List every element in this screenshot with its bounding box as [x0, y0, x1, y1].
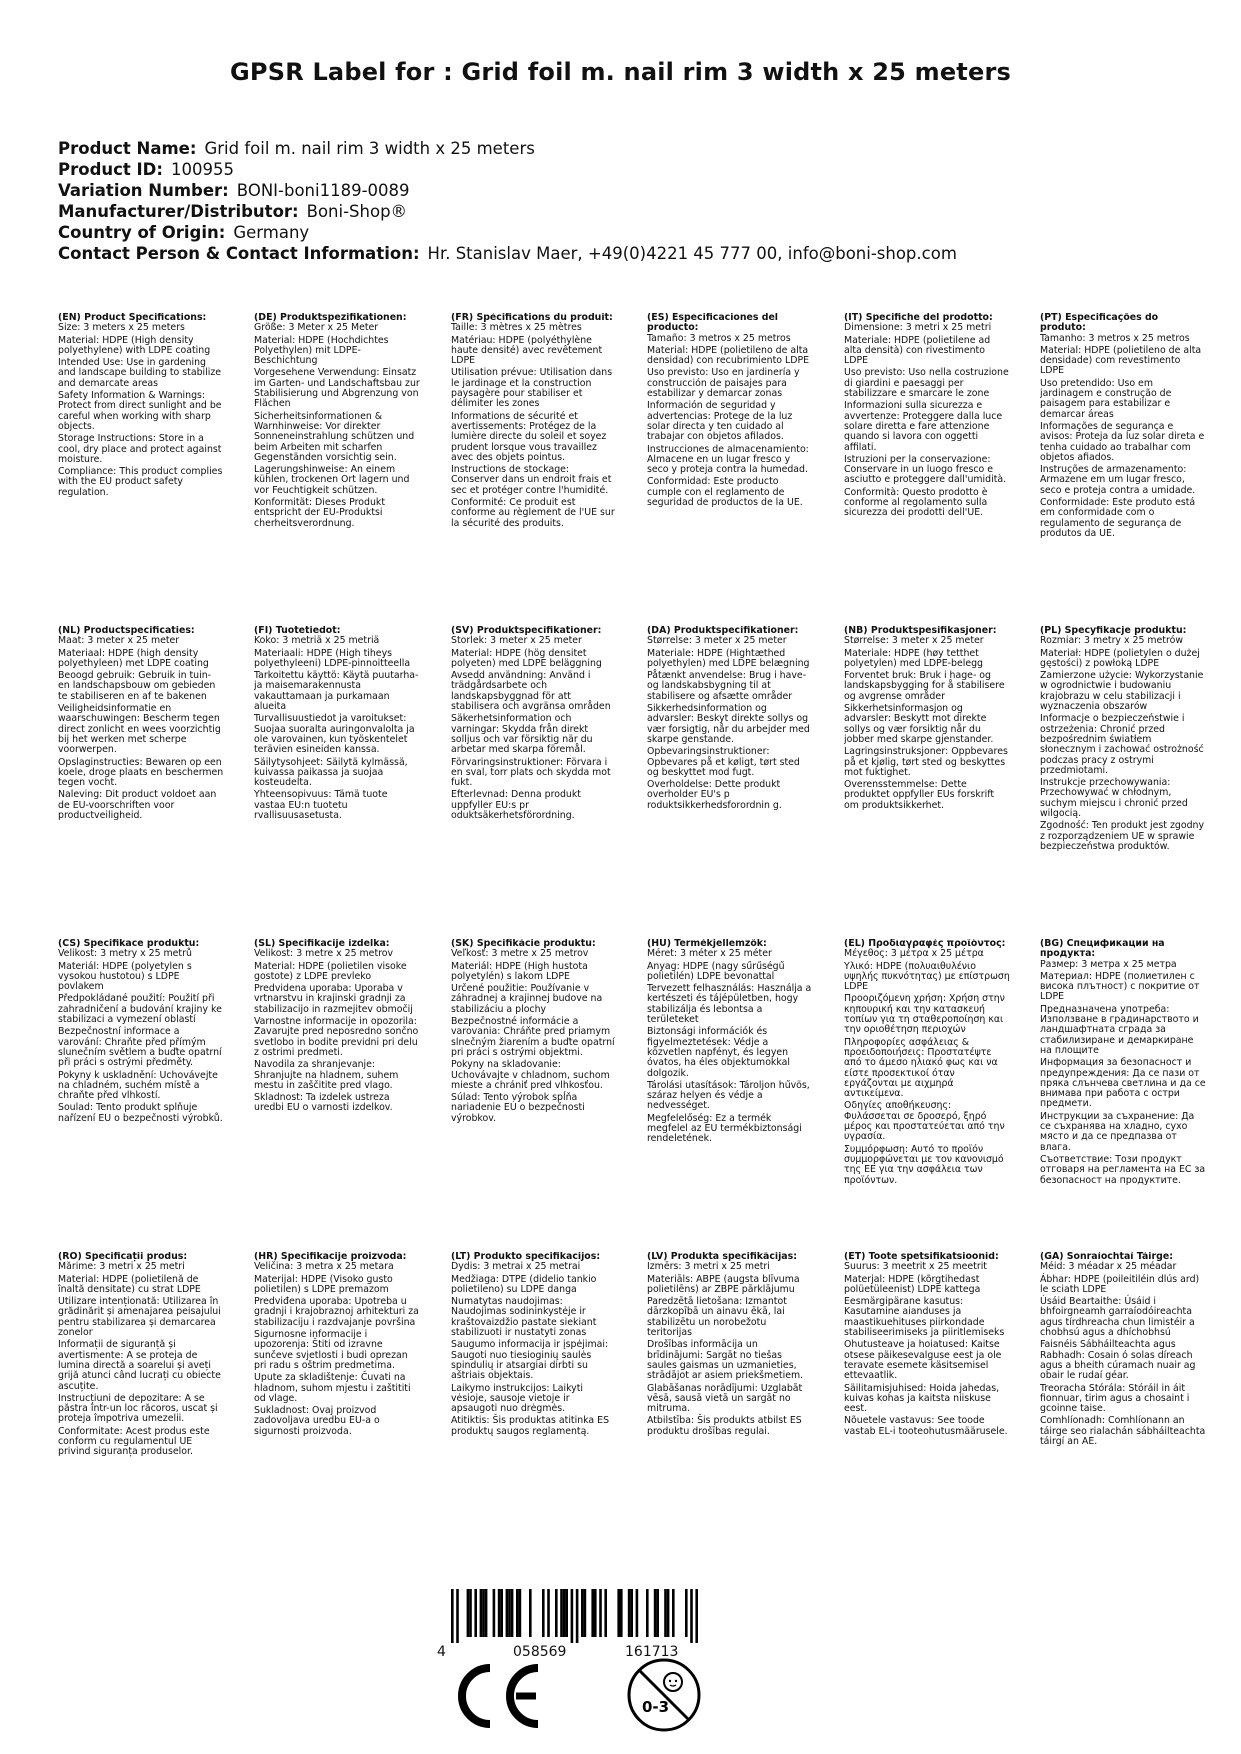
spec-line: Säilytysohjeet: Säilytä kylmässä, kuivassa paikassa ja suojaa kosteudelta.: [254, 756, 408, 789]
spec-line: Avsedd användning: Använd i trädgårdsarbete och landskapsbyggnad för att stabilisera och avgränsa områden: [451, 670, 611, 713]
spec-band: [58, 939, 1206, 1239]
spec-line: Sicherheitsinformationen & Warnhinweise: Vor direkter Sonneneinstrahlung schützen und beim Arbeiten mit scharfen Gegenständen vorsichtig sein.: [254, 410, 415, 463]
info-value: Hr. Stanislav Maer, +49(0)4221 45 777 00, info@boni-shop.com: [427, 244, 957, 263]
barcode-left-group: 058569: [513, 1644, 567, 1660]
spec-line: Pokyny na skladovanie: Uchovávajte v chladnom, suchom mieste a chrániť pred vlhkosťou.: [451, 1059, 610, 1091]
page-title: GPSR Label for : Grid foil m. nail rim 3 width x 25 meters: [230, 58, 1011, 86]
barcode-bar: [672, 1589, 675, 1637]
spec-heading: (HU) Termékjellemzők:: [647, 939, 767, 949]
spec-line: Størrelse: 3 meter x 25 meter: [844, 635, 984, 647]
spec-heading: (FR) Spécifications du produit:: [451, 313, 613, 323]
spec-line: Compliance: This product complies with the EU product safety regulation.: [58, 466, 223, 498]
spec-line: Paredzētā lietošana: Izmantot dārzkopībā un ainavu ēkā, lai stabilizētu un norobežotu teritorijas: [647, 1296, 787, 1339]
barcode-right-group: 161713: [625, 1644, 679, 1660]
spec-heading: (LV) Produkta specifikācijas:: [647, 1252, 797, 1262]
spec-line: Saugumo informacija ir įspėjimai: Saugoti nuo tiesioginių saulės spindulių ir atsargiai dirbti su aštriais objektais.: [451, 1339, 609, 1382]
spec-line: Μέγεθος: 3 μέτρα x 25 μέτρα: [844, 948, 984, 960]
spec-line: Materjal: HDPE (kõrgtihedast polüetüleenist) LDPE kattega: [844, 1273, 981, 1295]
spec-line: Informations de sécurité et avertissements: Protégez de la lumière directe du soleil et soyez prudent lorsque vous travaillez avec des objets pointus.: [451, 410, 607, 463]
spec-line: Turvallisuustiedot ja varoitukset: Suojaa suoralta auringonvalolta ja ole varovainen, kun työskentelet terävien esineiden kanssa.: [254, 713, 415, 756]
spec-line: Overholdelse: Dette produkt overholder EU's p roduktsikkerhedsforordnin g.: [647, 779, 782, 811]
spec-line: Υλικό: HDPE (πολυαιθυλένιο υψηλής πυκνότητας) με επίστρωση LDPE: [844, 960, 1010, 993]
spec-line: Uso pretendido: Uso em jardinagem e construção de paisagem para estabilizar e demarcar áreas: [1040, 377, 1172, 420]
barcode-bar: [547, 1589, 550, 1637]
spec-line: Materiál: HDPE (polyetylen s vysokou hustotou) s LDPE povlakem: [58, 960, 192, 993]
spec-line: Veličina: 3 metra x 25 metara: [254, 1261, 394, 1273]
spec-line: Materiál: HDPE (High hustota polyetylén) s lakom LDPE: [451, 960, 588, 982]
spec-line: Materiale: HDPE (høy tetthet polyetylen) med LDPE-belegg: [844, 647, 984, 669]
spec-line: Bezpečnostní informace a varování: Chraňte před přímým slunečním světlem a buďte opatrní při práci s ostrými předměty.: [58, 1026, 222, 1069]
spec-block: [254, 939, 420, 1239]
spec-line: Velikost: 3 metre x 25 metrov: [254, 948, 394, 960]
spec-line: Säilitamisjuhised: Hoida jahedas, kuivas kohas ja kaitsta niiskuse eest.: [844, 1382, 1000, 1415]
barcode-bars: [435, 1589, 735, 1643]
spec-block: [1040, 313, 1206, 613]
spec-line: Drošības informācija un brīdinājumi: Sargāt no tiešas saules gaismas un uzmanieties, strādājot ar asiem priekšmetiem.: [647, 1339, 804, 1382]
spec-line: Съответствие: Този продукт отговаря на регламента на ЕС за безопасност на продуктите.: [1040, 1153, 1206, 1186]
spec-line: Storlek: 3 meter x 25 meter: [451, 635, 582, 647]
spec-block: [58, 626, 224, 926]
barcode-bar: [456, 1589, 459, 1643]
spec-line: Materijal: HDPE (Visoko gusto polietilen) s LDPE premazom: [254, 1273, 393, 1295]
spec-heading: (PL) Specyfikacje produktu:: [1040, 626, 1187, 636]
spec-line: Istruzioni per la conservazione: Conservare in un luogo fresco e asciutto e proteggere dall'umidità.: [844, 453, 1007, 486]
barcode-bar: [656, 1589, 659, 1637]
spec-block: [58, 939, 224, 1239]
product-info: [58, 138, 1188, 264]
spec-line: Upute za skladištenje: Čuvati na hladnom, suhom mjestu i zaštititi od vlage.: [254, 1372, 411, 1404]
spec-line: Numatytas naudojimas: Naudojimas sodininkystėje ir kraštovaizdžio pastate siekiant stabilizuoti ir nustatyti zonas: [451, 1296, 597, 1339]
spec-line: Tervezett felhasználás: Használja a kertészeti és tájépületben, hogy stabilizálja és lebontsa a területeket: [647, 983, 812, 1026]
spec-line: Инструкции за съхранение: Да се съхранява на хладно, сухо място и да се предпазва от влага.: [1040, 1110, 1195, 1153]
spec-line: Navodila za shranjevanje: Shranjujte na hladnem, suhem mestu in zaščitite pred vlago.: [254, 1059, 399, 1091]
spec-band: [58, 313, 1205, 613]
spec-line: Sukladnost: Ovaj proizvod zadovoljava uredbu EU-a o sigurnosti proizvoda.: [254, 1405, 380, 1437]
info-label: Variation Number:: [58, 181, 229, 200]
info-value: Grid foil m. nail rim 3 width x 25 meters: [204, 139, 535, 158]
spec-line: Material: HDPE (polietilenă de înaltă densitate) cu strat LDPE: [58, 1273, 201, 1295]
info-value: 100955: [170, 160, 234, 179]
spec-line: Biztonsági információk és figyelmeztetések: Védje a közvetlen napfényt, és legyen óvatos, ha éles objektumokkal dolgozik.: [647, 1026, 790, 1079]
barcode-bar: [469, 1589, 472, 1637]
spec-line: Comhlíonadh: Comhlíonann an táirge seo rialachán sábháilteachta táirgí an AE.: [1040, 1415, 1206, 1448]
barcode-bar: [560, 1589, 563, 1637]
barcode-bar: [474, 1589, 477, 1637]
spec-heading: (SK) Špecifikácie produktu:: [451, 939, 596, 949]
barcode-bar: [480, 1589, 483, 1637]
barcode-bar: [664, 1589, 667, 1637]
spec-line: Οδηγίες αποθήκευσης: Φυλάσσεται σε δροσερό, ξηρό μέρος και προστατεύεται από την υγρασία.: [844, 1100, 1005, 1143]
spec-block: [647, 313, 813, 613]
info-label: Manufacturer/Distributor:: [58, 202, 299, 221]
spec-block: [844, 626, 1010, 926]
spec-line: Material: HDPE (polietileno de alta densidade) com revestimento LDPE: [1040, 344, 1202, 377]
barcode-bar: [493, 1589, 496, 1637]
spec-block: [58, 313, 224, 613]
barcode-bar: [451, 1589, 454, 1643]
spec-line: Uso previsto: Uso en jardinería y construcción de paisajes para estabilizar y demarcar zonas: [647, 367, 800, 400]
info-label: Product ID:: [58, 160, 163, 179]
barcode-bar: [542, 1589, 545, 1637]
barcode-bar: [511, 1589, 514, 1637]
spec-heading: (DE) Produktspezifikationen:: [254, 313, 407, 323]
barcode-bar: [690, 1589, 693, 1643]
barcode-bar: [594, 1589, 597, 1637]
spec-line: Taille: 3 mètres x 25 mètres: [451, 322, 582, 334]
spec-heading: (ET) Toote spetsifikatsioonid:: [844, 1252, 999, 1262]
spec-heading: (NB) Produktspesifikasjoner:: [844, 626, 997, 636]
spec-line: Materiāls: ABPE (augsta blīvuma polietilēns) ar ZBPE pārklājumu: [647, 1273, 800, 1295]
spec-line: Instrucciones de almacenamiento: Almacene en un lugar fresco y seco y proteja contra la humedad.: [647, 443, 809, 476]
barcode-bar: [581, 1589, 584, 1637]
spec-line: Zgodność: Ten produkt jest zgodny z rozporządzeniem UE w sprawie bezpieczeństwa produktów.: [1040, 820, 1205, 852]
barcode-bar: [620, 1589, 623, 1637]
spec-line: Maat: 3 meter x 25 meter: [58, 635, 180, 647]
spec-line: Información de seguridad y advertencias: Protege de la luz solar directa y ten cuidado al trabajar con objetos afilados.: [647, 400, 793, 443]
spec-line: Materiaal: HDPE (high density polyethyleen) met LDPE coating: [58, 647, 209, 669]
spec-line: Size: 3 meters x 25 meters: [58, 322, 185, 334]
spec-line: Sigurnosne informacije i upozorenja: Štiti od izravne sunčeve svjetlosti i budi oprezan pri radu s oštrim predmetima.: [254, 1329, 408, 1371]
barcode-bar: [576, 1589, 579, 1643]
spec-line: Lagringsinstruksjoner: Oppbevares på et kjølig, tørt sted og beskyttes mot fuktighet.: [844, 746, 1008, 778]
spec-line: Méret: 3 méter x 25 méter: [647, 948, 772, 960]
spec-line: Material: HDPE (Hochdichtes Polyethylen) mit LDPE-Beschichtung: [254, 334, 389, 367]
spec-line: Conformité: Ce produit est conforme au règlement de l'UE sur la sécurité des produits.: [451, 497, 615, 529]
barcode-bar: [482, 1589, 485, 1637]
spec-heading: (BG) Спецификации на продукта:: [1040, 939, 1165, 960]
ce-mark-icon: [452, 1662, 544, 1730]
spec-line: Efterlevnad: Denna produkt uppfyller EU:s pr oduktsäkerhetsförordning.: [451, 789, 581, 822]
spec-line: Informații de siguranță și avertismente: A se proteja de lumina directă a soarelui și aveți grijă atunci când lucrați cu obiecte ascuțite.: [58, 1339, 221, 1392]
spec-block: [1040, 626, 1206, 926]
spec-line: Opslaginstructies: Bewaren op een koele, droge plaats en beschermen tegen vocht.: [58, 756, 224, 789]
spec-line: Rozmiar: 3 metry x 25 metrów: [1040, 635, 1184, 647]
spec-line: Materiał: HDPE (polietylen o dużej gęstości) z powłoką LDPE: [1040, 647, 1200, 669]
spec-heading: (GA) Sonraíochtaí Táirge:: [1040, 1252, 1173, 1262]
spec-line: Instruções de armazenamento: Armazene em um lugar fresco, seco e proteja contra a umidade.: [1040, 464, 1196, 496]
info-label: Country of Origin:: [58, 223, 226, 242]
spec-line: Material: HDPE (High density polyethylene) with LDPE coating: [58, 334, 211, 356]
spec-line: Material: HDPE (hög densitet polyeten) med LDPE beläggning: [451, 647, 602, 669]
spec-line: Méid: 3 méadar x 25 méadar: [1040, 1261, 1177, 1273]
spec-line: Conformidad: Este producto cumple con el reglamento de seguridad de productos de la UE.: [647, 476, 803, 509]
spec-line: Treoracha Stórála: Stóráil in áit fionnuar, tirim agus a chosaint i gcoinne taise.: [1040, 1382, 1190, 1415]
spec-line: Predvidena uporaba: Uporaba v vrtnarstvu in krajinski gradnji za stabilizacijo in razmejitev območij: [254, 983, 413, 1015]
spec-line: Soulad: Tento produkt splňuje nařízení EU o bezpečnosti výrobků.: [58, 1102, 223, 1124]
barcode-bar: [695, 1589, 698, 1643]
spec-line: Forventet bruk: Bruk i hage- og landskapsbygging for å stabilisere og avgrense områder: [844, 670, 1005, 702]
barcode-bar: [519, 1589, 522, 1637]
spec-heading: (FI) Tuotetiedot:: [254, 626, 341, 636]
spec-block: [844, 939, 1010, 1239]
spec-block: [647, 1252, 813, 1552]
spec-line: Προοριζόμενη χρήση: Χρήση στην κηπουρική και την κατασκευή τοπίων για τη σταθεροποίηση και την οριοθέτηση περιοχών: [844, 993, 1005, 1036]
spec-block: [1040, 939, 1206, 1239]
spec-line: Bezpečnostné informácie a varovania: Chráňte pred priamym slnečným žiarením a buďte opatrní pri práci s ostrými objektmi.: [451, 1016, 615, 1058]
spec-line: Πληροφορίες ασφάλειας & προειδοποιήσεις: Προστατέψτε από το άμεσο ηλιακό φως και να είστε προσεκτικοί όταν εργάζονται με αιχμηρά αντικείμενα.: [844, 1036, 998, 1100]
spec-line: Naleving: Dit product voldoet aan de EU-voorschriften voor productveiligheid.: [58, 789, 217, 822]
info-row: [58, 222, 1188, 243]
spec-line: Material: HDPE (polietilen visoke gostote) z LDPE prevleko: [254, 960, 407, 982]
spec-block: [844, 313, 1010, 613]
spec-line: Conformidade: Este produto está em conformidade com o regulamento de segurança de produtos da UE.: [1040, 497, 1196, 539]
spec-line: Overensstemmelse: Dette produktet oppfyller EUs forskrift om produktsikkerhet.: [844, 779, 995, 811]
spec-line: Instrukcje przechowywania: Przechowywać w chłodnym, suchym miejscu i chronić przed wilgocią.: [1040, 777, 1188, 820]
barcode-bar: [565, 1589, 568, 1637]
spec-line: Súlad: Tento výrobok spĺňa nariadenie EÚ o bezpečnosti výrobkov.: [451, 1092, 585, 1124]
spec-line: Dimensione: 3 metri x 25 metri: [844, 322, 992, 334]
spec-line: Lagerungshinweise: An einem kühlen, trockenen Ort lagern und vor Feuchtigkeit schützen.: [254, 464, 410, 496]
spec-line: Úsáid Beartaithe: Úsáid i bhfoirgneamh garraíodóireachta agus tírdhreacha chun limistéir a chobhsú agus a dhíchobhsú: [1040, 1296, 1195, 1339]
spec-line: Tamanho: 3 metros x 25 metros: [1040, 332, 1190, 344]
spec-band: [58, 626, 1205, 926]
spec-heading: (DA) Produktspecifikationer:: [647, 626, 799, 636]
barcode-bar: [563, 1589, 566, 1637]
spec-line: Mărime: 3 metri x 25 metri: [58, 1261, 185, 1273]
spec-block: [844, 1252, 1010, 1552]
spec-block: [1040, 1252, 1206, 1552]
spec-block: [451, 626, 617, 926]
spec-line: Faisnéis Sábháilteachta agus Rabhadh: Cosain ó solas díreach agus a bheith cúramach nuair ag obair le rudaí géar.: [1040, 1339, 1196, 1382]
spec-line: Συμμόρφωση: Αυτό το προϊόν συμμορφώνεται με τον κανονισμό της ΕΕ για την ασφάλεια των προϊόντων.: [844, 1143, 1004, 1186]
info-label: Product Name:: [58, 139, 197, 158]
barcode-bar: [667, 1589, 670, 1637]
spec-block: [254, 313, 420, 613]
info-row: [58, 138, 1188, 159]
spec-line: Förvaringsinstruktioner: Förvara i en sval, torr plats och skydda mot fukt.: [451, 756, 611, 789]
info-value: BONI-boni1189-0089: [236, 181, 410, 200]
spec-line: Størrelse: 3 meter x 25 meter: [647, 635, 787, 647]
spec-line: Predviđena uporaba: Upotreba u gradnji i krajobraznoj arhitekturi za stabilizaciju i razdvajanje površina: [254, 1296, 419, 1328]
spec-line: Informações de segurança e avisos: Proteja da luz solar direta e tenha cuidado ao trabalhar com objetos afiados.: [1040, 420, 1205, 463]
barcode-bar: [508, 1589, 511, 1637]
spec-block: [451, 313, 617, 613]
spec-line: Pokyny k uskladnění: Uchovávejte na chladném, suchém místě a chraňte před vlhkostí.: [58, 1069, 218, 1102]
barcode-bar: [604, 1589, 607, 1637]
spec-heading: (PT) Especificações do produto:: [1040, 313, 1159, 334]
spec-block: [254, 626, 420, 926]
spec-line: Dydis: 3 metrai x 25 metrai: [451, 1261, 581, 1273]
barcode-bar: [654, 1589, 657, 1637]
barcode-bar: [516, 1589, 519, 1637]
spec-heading: (SV) Produktspecifikationer:: [451, 626, 602, 636]
spec-line: Conformità: Questo prodotto è conforme al regolamento sulla sicurezza dei prodotti dell'UE.: [844, 486, 988, 519]
spec-line: Größe: 3 Meter x 25 Meter: [254, 322, 379, 334]
spec-block: [254, 1252, 420, 1552]
spec-heading: (EL) Προδιαγραφές προϊόντος:: [844, 939, 1006, 949]
spec-line: Материал: HDPE (полиетилен с висока плътност) с покритие от LDPE: [1040, 970, 1200, 1003]
spec-line: Skladnost: Ta izdelek ustreza uredbi EU o varnosti izdelkov.: [254, 1092, 393, 1114]
barcode-bar: [555, 1589, 558, 1637]
info-row: [58, 180, 1188, 201]
spec-line: Materiaali: HDPE (High tiheys polyethyleeni) LDPE-pinnoitteella: [254, 647, 411, 669]
barcode-bar: [571, 1589, 574, 1643]
barcode-bar: [591, 1589, 594, 1637]
spec-line: Safety Information & Warnings: Protect from direct sunlight and be careful when working with sharp objects.: [58, 390, 222, 432]
spec-line: Tárolási utasítások: Tároljon hűvös, száraz helyen és védje a nedvességet.: [647, 1079, 810, 1112]
spec-line: Ábhar: HDPE (poileitiléin dlús ard) le sciath LDPE: [1040, 1273, 1200, 1295]
spec-line: Instrucțiuni de depozitare: A se păstra într-un loc răcoros, uscat și proteja împotriva umezelii.: [58, 1392, 218, 1425]
spec-heading: (IT) Specifiche del prodotto:: [844, 313, 993, 323]
spec-line: Matériau: HDPE (polyéthylène haute densité) avec revêtement LDPE: [451, 334, 603, 367]
spec-heading: (ES) Especificaciones del producto:: [647, 313, 779, 334]
spec-line: Určené použitie: Používanie v záhradnej a krajinnej budove na stabilizáciu a plochy: [451, 983, 603, 1015]
spec-line: Opbevaringsinstruktioner: Opbevares på et køligt, tørt sted og beskyttet mod fugt.: [647, 746, 800, 778]
spec-line: Yhteensopivuus: Tämä tuote vastaa EU:n tuotetu rvallisuusasetusta.: [254, 789, 388, 822]
barcode-bar: [617, 1589, 620, 1637]
spec-line: Izmērs: 3 metri x 25 metri: [647, 1261, 770, 1273]
barcode-bar: [529, 1589, 532, 1637]
spec-line: Varnostne informacije in opozorila: Zavarujte pred neposredno sončno svetlobo in bodite previdni pri delu z ostrimi predmeti.: [254, 1016, 419, 1058]
spec-block: [647, 626, 813, 926]
barcode-bar: [630, 1589, 633, 1637]
spec-line: Информация за безопасност и предупреждения: Да се пази от пряка слънчева светлина и да се внимава при работа с остри предмети.: [1040, 1057, 1206, 1110]
barcode-bar: [636, 1589, 639, 1637]
spec-line: Veľkosť: 3 metre x 25 metrov: [451, 948, 589, 960]
spec-line: Veiligheidsinformatie en waarschuwingen: Bescherm tegen direct zonlicht en wees voorzichtig bij het werken met scherpe voorwerpen.: [58, 703, 221, 756]
barcode-bar: [498, 1589, 501, 1637]
spec-line: Storage Instructions: Store in a cool, dry place and protect against moisture.: [58, 433, 222, 465]
spec-line: Koko: 3 metriä x 25 metriä: [254, 635, 380, 647]
spec-line: Atitiktis: Šis produktas atitinka ES produktų saugos reglamentą.: [451, 1415, 610, 1437]
spec-band: [58, 1252, 1206, 1552]
spec-line: Sikkerhetsinformasjon og advarsler: Beskytt mot direkte sollys og vær forsiktig når du jobber med skarpe gjenstander.: [844, 703, 994, 745]
spec-line: Zamierzone użycie: Wykorzystanie w ogrodnictwie i budowaniu krajobrazu w celu stabilizacji i wyznaczenia obszarów: [1040, 670, 1204, 713]
barcode-first-digit: 4: [437, 1644, 446, 1660]
info-value: Germany: [233, 223, 310, 242]
spec-line: Beoogd gebruik: Gebruik in tuin- en landschapsbouw om gebieden te stabiliseren en af te bakenen: [58, 670, 216, 702]
barcode-bar: [584, 1589, 587, 1637]
spec-line: Eesmärgipärane kasutus: Kasutamine aianduses ja maastikuehituses piirkondade stabiliseerimiseks ja piiritlemiseks: [844, 1296, 1005, 1339]
spec-line: Glabāšanas norādījumi: Uzglabāt vēsā, sausā vietā un sargāt no mitruma.: [647, 1382, 803, 1415]
spec-line: Utilisation prévue: Utilisation dans le jardinage et la construction paysagère pour stabiliser et délimiter les zones: [451, 367, 613, 410]
info-label: Contact Person & Contact Information:: [58, 244, 420, 263]
spec-line: Suurus: 3 meetrit x 25 meetrit: [844, 1261, 987, 1273]
spec-line: Laikymo instrukcijos: Laikyti vėsioje, sausoje vietoje ir apsaugoti nuo drėgmės.: [451, 1382, 584, 1415]
spec-heading: (LT) Produkto specifikacijos:: [451, 1252, 601, 1262]
info-row: [58, 159, 1188, 180]
spec-line: Megfelelőség: Ez a termék megfelel az EU termékbiztonsági rendeletének.: [647, 1112, 802, 1145]
spec-line: Material: HDPE (polietileno de alta densidad) con recubrimiento LDPE: [647, 344, 810, 367]
spec-heading: (HR) Specifikacije proizvoda:: [254, 1252, 407, 1262]
spec-line: Ohutusteave ja hoiatused: Kaitse otsese päikesevalguse eest ja ole teravate esemete käsitsemisel ettevaatlik.: [844, 1339, 1002, 1382]
not-for-children-0-3-icon: [625, 1656, 703, 1734]
spec-line: Предназначена употреба: Използване в градинарството и ландшафтната сграда за стабилизиране и демаркиране на площите: [1040, 1003, 1199, 1056]
spec-line: Anyag: HDPE (nagy sűrűségű polietilén) LDPE bevonattal: [647, 960, 785, 982]
barcode-bar: [599, 1589, 602, 1637]
spec-line: Předpokládané použití: Použití při zahradničení a budování krajiny ke stabilizaci a vymezení oblastí: [58, 993, 222, 1026]
spec-line: Velikost: 3 metry x 25 metrů: [58, 948, 192, 960]
spec-line: Konformität: Dieses Produkt entspricht der EU-Produktsi cherheitsverordnung.: [254, 497, 386, 529]
spec-heading: (NL) Productspecificaties:: [58, 626, 195, 636]
info-row: [58, 201, 1188, 222]
spec-line: Intended Use: Use in gardening and landscape building to stabilize and demarcate areas: [58, 357, 222, 389]
barcode-bar: [685, 1589, 688, 1637]
spec-line: Informacje o bezpieczeństwie i ostrzeżenia: Chronić przed bezpośrednim światłem słonecznym i zachować ostrożność podczas pracy z ostrymi przedmiotami.: [1040, 713, 1204, 776]
spec-line: Размер: 3 метра x 25 метра: [1040, 958, 1177, 970]
spec-line: Vorgesehene Verwendung: Einsatz im Garten- und Landschaftsbau zur Stabilisierung und Abgrenzung von Flächen: [254, 367, 420, 410]
spec-line: Informazioni sulla sicurezza e avvertenze: Proteggere dalla luce solare diretta e fare attenzione quando si lavora con oggetti affilati.: [844, 400, 1003, 453]
spec-heading: (SL) Specifikacije izdelka:: [254, 939, 390, 949]
spec-line: Medžiaga: DTPE (didelio tankio polietileno) su LDPE danga: [451, 1273, 597, 1295]
spec-block: [647, 939, 813, 1239]
spec-line: Säkerhetsinformation och varningar: Skydda från direkt solljus och var försiktig när du arbetar med skarpa föremål.: [451, 713, 593, 756]
spec-line: Nõuetele vastavus: See toode vastab EL-i tooteohutusmäärusele.: [844, 1415, 1008, 1437]
spec-line: Materiale: HDPE (Hightæthed polyethylen) med LDPE belægning: [647, 647, 810, 669]
info-value: Boni-Shop®: [306, 202, 408, 221]
spec-line: Uso previsto: Uso nella costruzione di giardini e paesaggi per stabilizzare e smarcare le zone: [844, 367, 1009, 400]
barcode-bar: [467, 1589, 470, 1637]
spec-heading: (EN) Product Specifications:: [58, 313, 207, 323]
spec-heading: (CS) Specifikace produktu:: [58, 939, 200, 949]
spec-line: Atbilstība: Šis produkts atbilst ES produktu drošības regulai.: [647, 1415, 802, 1437]
spec-line: Tamaño: 3 metros x 25 metros: [647, 332, 791, 344]
barcode-bar: [628, 1589, 631, 1637]
spec-line: Tarkoitettu käyttö: Käytä puutarha- ja maisemarakennusta vakauttamaan ja purkamaan alueita: [254, 670, 419, 713]
barcode-bar: [646, 1589, 649, 1637]
spec-heading: (RO) Specificații produs:: [58, 1252, 188, 1262]
spec-block: [451, 939, 617, 1239]
barcode-bar: [485, 1589, 488, 1637]
spec-line: Utilizare intenționată: Utilizarea în grădinărit și amenajarea peisajului pentru stabilizarea și demarcarea zonelor: [58, 1296, 221, 1339]
age-label: 0-3: [642, 1698, 670, 1716]
info-row: [58, 243, 1188, 264]
spec-line: Conformitate: Acest produs este conform cu regulamentul UE privind siguranța produselor.: [58, 1425, 210, 1458]
spec-line: Påtænkt anvendelse: Brug i have- og landskabsbygning til at stabilisere og afsætte områder: [647, 670, 807, 702]
barcode-bar: [500, 1589, 503, 1637]
spec-block: [58, 1252, 224, 1552]
barcode-bar: [506, 1589, 509, 1637]
spec-line: Sikkerhedsinformation og advarsler: Beskyt direkte sollys og vær forsigtig, når du arbejder med skarpe genstande.: [647, 703, 810, 745]
spec-block: [451, 1252, 617, 1552]
spec-line: Materiale: HDPE (polietilene ad alta densità) con rivestimento LDPE: [844, 334, 991, 367]
spec-line: Instructions de stockage: Conserver dans un endroit frais et sec et protéger contre l'humidité.: [451, 464, 612, 496]
